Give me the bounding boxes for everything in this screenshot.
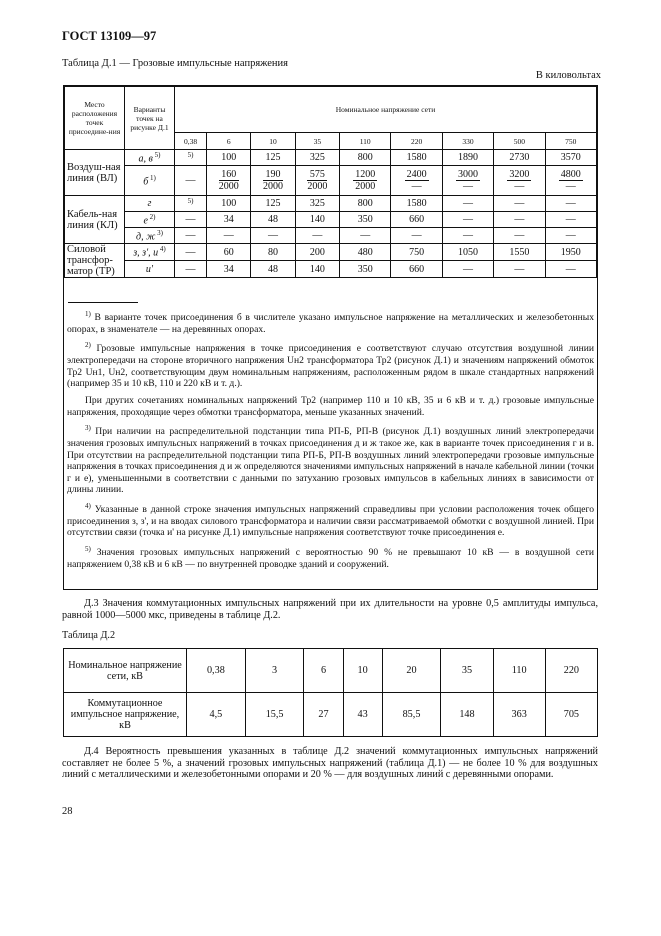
value-cell [545, 166, 596, 196]
document-header: ГОСТ 13109—97 [62, 29, 157, 43]
variant-label: е [143, 215, 148, 227]
table2-row-switching [64, 693, 598, 737]
value-cell [340, 228, 391, 244]
table-row [65, 166, 597, 196]
cell-text: 5) [187, 150, 194, 159]
value-cell [340, 150, 391, 166]
cell-text: 200 [309, 246, 325, 258]
header-variants: Варианты точек на рисунке Д.1 [125, 87, 175, 150]
variant-cell [125, 228, 175, 244]
cell-text: — [462, 263, 473, 275]
value-cell [391, 166, 442, 196]
cell-text: — [185, 175, 196, 186]
table1 [64, 86, 597, 278]
variant-label: б [143, 176, 149, 188]
value-cell [340, 212, 391, 228]
cell-text: — [462, 214, 473, 225]
cell-text: 34 [223, 263, 234, 275]
cell-text: 5) [187, 196, 194, 205]
table2-switching-value: 148 [441, 693, 493, 737]
value-cell [545, 261, 596, 278]
cell-text: 140 [309, 263, 325, 275]
value-cell [175, 228, 207, 244]
cell-text: — [312, 230, 323, 241]
variant-cell [125, 166, 175, 196]
cell-text: 800 [357, 198, 373, 209]
variant-cell [125, 196, 175, 212]
fraction-value [456, 169, 480, 192]
value-cell [207, 196, 251, 212]
paragraph-d3: Д.3 Значения коммутационных импульсных напряжений при их длительности на уровне 0,5 амплитуды импульса, равной 1000—5000 мкс, приведены в таблице Д.2. [62, 598, 598, 621]
table1-frame [63, 85, 598, 590]
value-cell [175, 244, 207, 261]
value-cell [391, 261, 442, 278]
cell-text: 325 [309, 152, 325, 163]
fraction-value [405, 169, 429, 192]
table1-unit: В киловольтах [535, 70, 601, 81]
value-cell [340, 166, 391, 196]
voltage-header: 500 [494, 133, 545, 150]
cell-text: 48 [268, 214, 279, 225]
cell-text: — [360, 230, 371, 241]
value-cell [251, 261, 295, 278]
cell-text: — [268, 230, 279, 241]
footnote-text: Указанные в данной строке значения импульсных напряжений справедливы при условии расположения точек общего присоединения з, з', и на вводах силового трансформатора и наличии связи рассматриваемой обмотки с воздушной линией. При отсутствии связи (точка и' на рисунке Д.1) импульсные напряжения соответствуют точке присоединения е. [67, 504, 594, 539]
footnote-text: При других сочетаниях номинальных напряжений Тр2 (например 110 и 10 кВ, 35 и 6 кВ и т. д.) грозовые импульсные напряжения, проходящие через обмотки трансформатора, меньше указанных значений. [67, 394, 594, 418]
value-cell [251, 150, 295, 166]
table-row [65, 212, 597, 228]
fraction-numerator: 1200 [355, 169, 376, 180]
value-cell [251, 244, 295, 261]
cell-text: 1050 [457, 246, 478, 258]
value-cell [442, 228, 493, 244]
fraction-value [559, 169, 583, 192]
voltage-header: 220 [391, 133, 442, 150]
value-cell [494, 196, 545, 212]
table2-nominal-value: 10 [343, 649, 382, 693]
voltage-header: 330 [442, 133, 493, 150]
table-row [65, 228, 597, 244]
value-cell [545, 244, 596, 261]
value-cell [295, 244, 339, 261]
variant-footnote-mark: 3) [155, 228, 163, 237]
table2-switching-value: 15,5 [245, 693, 304, 737]
variant-label: а, в [138, 153, 153, 165]
voltage-header: 10 [251, 133, 295, 150]
cell-text: — [514, 263, 525, 275]
cell-text: — [514, 198, 525, 209]
value-cell [175, 212, 207, 228]
table2-nominal-value: 20 [382, 649, 441, 693]
value-cell [295, 261, 339, 278]
value-cell [295, 166, 339, 196]
table2-switching-value: 27 [304, 693, 343, 737]
value-cell [391, 212, 442, 228]
variant-footnote-mark: 5) [152, 150, 161, 159]
cell-text: 100 [221, 198, 237, 209]
table2-nominal-value: 3 [245, 649, 304, 693]
fraction-numerator: 3200 [509, 169, 530, 180]
value-cell [391, 244, 442, 261]
table2-nominal-value: 35 [441, 649, 493, 693]
cell-text: 3570 [560, 152, 581, 163]
fraction-denominator: 2000 [307, 181, 328, 192]
cell-text: 34 [223, 214, 234, 225]
footnote [64, 423, 597, 496]
fraction-denominator: 2000 [355, 181, 376, 192]
fraction-denominator: — [411, 181, 422, 192]
value-cell [175, 150, 207, 166]
variant-label: и' [145, 263, 154, 275]
value-cell [391, 150, 442, 166]
fraction-denominator: 2000 [218, 181, 239, 192]
notes-divider [68, 302, 138, 303]
value-cell [494, 244, 545, 261]
fraction-numerator: 4800 [560, 169, 581, 180]
footnote-mark: 3) [85, 424, 91, 433]
value-cell [207, 261, 251, 278]
table2-label-switching: Коммутационное импульсное напряжение, кВ [64, 693, 187, 737]
cell-text: 48 [268, 263, 279, 275]
value-cell [545, 150, 596, 166]
cell-text: 750 [409, 246, 425, 258]
value-cell [295, 212, 339, 228]
group-label: Кабель-ная линия (КЛ) [65, 196, 125, 244]
value-cell [207, 150, 251, 166]
value-cell [175, 261, 207, 278]
table2-nominal-value: 220 [545, 649, 597, 693]
cell-text: — [565, 230, 576, 241]
variant-label: г [147, 198, 152, 209]
cell-text: — [565, 214, 576, 225]
cell-text: — [462, 198, 473, 209]
cell-text: — [565, 263, 576, 275]
cell-text: 140 [309, 214, 325, 225]
fraction-denominator: 2000 [263, 181, 284, 192]
cell-text: — [185, 214, 196, 225]
variant-label: з, з', и [133, 247, 159, 259]
fraction-denominator: — [565, 181, 576, 192]
value-cell [494, 212, 545, 228]
value-cell [494, 166, 545, 196]
footnote-text: Грозовые импульсные напряжения в точке присоединения е соответствуют случаю отсутствия воздушной линии электропередачи на стороне вторичного напряжения Uн2 трансформатора Тр2 (рисунок Д.1) и значениям напряжений обмоток Тр2 Uн1, Uн2, соответствующим двум номинальным напряжениям, расположенным рядом в шкале стандартных напряжений (например 35 и 10 кВ, 110 и 220 кВ и т. д.). [67, 343, 594, 390]
value-cell [251, 212, 295, 228]
value-cell [391, 228, 442, 244]
value-cell [442, 196, 493, 212]
fraction-numerator: 160 [219, 169, 239, 181]
voltage-header: 0,38 [175, 133, 207, 150]
value-cell [545, 228, 596, 244]
cell-text: — [223, 230, 234, 241]
variant-footnote-mark: 2) [147, 212, 156, 221]
fraction-denominator: — [514, 181, 525, 192]
table-row [65, 150, 597, 166]
fraction-numerator: 575 [307, 169, 327, 181]
table2-nominal-value: 110 [493, 649, 545, 693]
page-number: 28 [62, 806, 73, 817]
cell-text: 80 [268, 246, 279, 258]
cell-text: 800 [357, 152, 373, 163]
variant-cell [125, 261, 175, 278]
cell-text: 350 [357, 214, 373, 225]
fraction-value [263, 169, 283, 192]
table2-nominal-value: 0,38 [187, 649, 246, 693]
value-cell [340, 196, 391, 212]
fraction-value [219, 169, 239, 192]
variant-cell [125, 212, 175, 228]
value-cell [295, 150, 339, 166]
cell-text: 2730 [509, 152, 530, 163]
voltage-header: 750 [545, 133, 596, 150]
fraction-numerator: 190 [263, 169, 283, 181]
fraction-numerator: 3000 [457, 169, 478, 180]
cell-text: 1550 [509, 246, 530, 258]
table2-switching-value: 705 [545, 693, 597, 737]
variant-cell [125, 150, 175, 166]
value-cell [251, 166, 295, 196]
table2-caption: Таблица Д.2 [62, 630, 116, 641]
table2-switching-value: 4,5 [187, 693, 246, 737]
cell-text: — [185, 246, 196, 258]
table-row [65, 196, 597, 212]
value-cell [295, 228, 339, 244]
fraction-value [353, 169, 377, 192]
table2-row-nominal [64, 649, 598, 693]
footnote [64, 544, 597, 570]
cell-text: 125 [265, 152, 281, 163]
cell-text: — [411, 230, 422, 241]
value-cell [494, 228, 545, 244]
cell-text: 60 [223, 246, 234, 258]
footnote [64, 340, 597, 390]
voltage-header: 35 [295, 133, 339, 150]
cell-text: — [185, 230, 196, 241]
value-cell [545, 212, 596, 228]
value-cell [494, 150, 545, 166]
footnote-mark: 5) [85, 544, 91, 553]
variant-footnote-mark: 4) [158, 245, 166, 254]
cell-text: 100 [221, 152, 237, 163]
fraction-numerator: 2400 [406, 169, 427, 180]
voltage-header: 6 [207, 133, 251, 150]
cell-text: 1580 [406, 152, 427, 163]
fraction-denominator: — [462, 181, 473, 192]
value-cell [175, 166, 207, 196]
table2-switching-value: 363 [493, 693, 545, 737]
cell-text: — [185, 263, 196, 275]
cell-text: 1950 [560, 246, 581, 258]
footnote [64, 309, 597, 335]
table-row [65, 261, 597, 278]
footnote-mark: 2) [85, 341, 91, 350]
fraction-value [307, 169, 327, 192]
cell-text: — [514, 214, 525, 225]
cell-text: 660 [409, 214, 425, 225]
value-cell [251, 228, 295, 244]
table2-nominal-value: 6 [304, 649, 343, 693]
cell-text: — [565, 198, 576, 209]
cell-text: 325 [309, 198, 325, 209]
paragraph-d4: Д.4 Вероятность превышения указанных в таблице Д.2 значений коммутационных импульсных напряжений составляет не более 5 %, а значений грозовых импульсных напряжений (таблица Д.1) — не более 10 % для воздушных линий с металлическими и железобетонными опорами и 20 % — для воздушных линий с деревянными опорами. [62, 746, 598, 781]
value-cell [340, 244, 391, 261]
table2 [63, 648, 598, 737]
fraction-value [507, 169, 531, 192]
value-cell [251, 196, 295, 212]
value-cell [494, 261, 545, 278]
header-place: Место расположения точек присоедине-ния [65, 87, 125, 150]
value-cell [295, 196, 339, 212]
value-cell [175, 196, 207, 212]
table2-label-nominal: Номинальное напряжение сети, кВ [64, 649, 187, 693]
cell-text: — [462, 230, 473, 241]
table-row [65, 244, 597, 261]
cell-text: 480 [357, 246, 373, 258]
value-cell [391, 196, 442, 212]
footnote-mark: 1) [85, 310, 91, 318]
table1-notes [64, 298, 597, 575]
footnote-text: В варианте точек присоединения б в числителе указано импульсное напряжение на металлических и железобетонных опорах, в знаменателе — на деревянных опорах. [67, 312, 594, 335]
table2-switching-value: 85,5 [382, 693, 441, 737]
value-cell [442, 244, 493, 261]
value-cell [207, 212, 251, 228]
table1-body [65, 150, 597, 278]
variant-label: д, ж [136, 231, 156, 243]
group-label: Силовой трансфор-матор (ТР) [65, 244, 125, 278]
footnote-text: Значения грозовых импульсных напряжений с вероятностью 90 % не превышают 10 кВ — в воздушной сети напряжением 0,38 кВ и 6 кВ — по внутренней проводке зданий и сооружений. [67, 547, 595, 570]
group-label: Воздуш-ная линия (ВЛ) [65, 150, 125, 196]
footnote-mark: 4) [85, 501, 91, 510]
value-cell [207, 228, 251, 244]
value-cell [340, 261, 391, 278]
footnote [64, 501, 597, 539]
footnote-text: При наличии на распределительной подстанции типа РП-Б, РП-В (рисунок Д.1) воздушных линий электропередачи значения грозовых импульсных напряжений в точках присоединения д и ж такое же, как в варианте точек присоединения г и в. При отсутствии на распределительной подстанции типа РП-Б, РП-В воздушных линий электропередачи грозовые импульсные напряжения в точках присоединения д и ж определяются значениями импульсных напряжений в начале кабельной линии (точки г и е), уменьшенными в соответствии с данными по затуханию грозовых импульсов в кабельных линиях в зависимости от длины линии. [67, 426, 594, 496]
variant-cell [125, 244, 175, 261]
cell-text: 1890 [457, 152, 478, 163]
notes-list [64, 309, 597, 570]
value-cell [442, 166, 493, 196]
header-nominal: Номинальное напряжение сети [175, 87, 597, 133]
cell-text: 660 [409, 263, 425, 275]
cell-text: 125 [265, 198, 281, 209]
variant-footnote-mark: 1) [148, 173, 156, 182]
cell-text: 1580 [406, 198, 427, 209]
cell-text: — [514, 230, 525, 241]
value-cell [442, 150, 493, 166]
table2-switching-value: 43 [343, 693, 382, 737]
value-cell [545, 196, 596, 212]
value-cell [442, 212, 493, 228]
value-cell [207, 166, 251, 196]
cell-text: 350 [357, 263, 373, 275]
footnote [64, 395, 597, 418]
value-cell [207, 244, 251, 261]
voltage-header: 110 [340, 133, 391, 150]
value-cell [442, 261, 493, 278]
table1-caption: Таблица Д.1 — Грозовые импульсные напряжения [62, 58, 288, 69]
